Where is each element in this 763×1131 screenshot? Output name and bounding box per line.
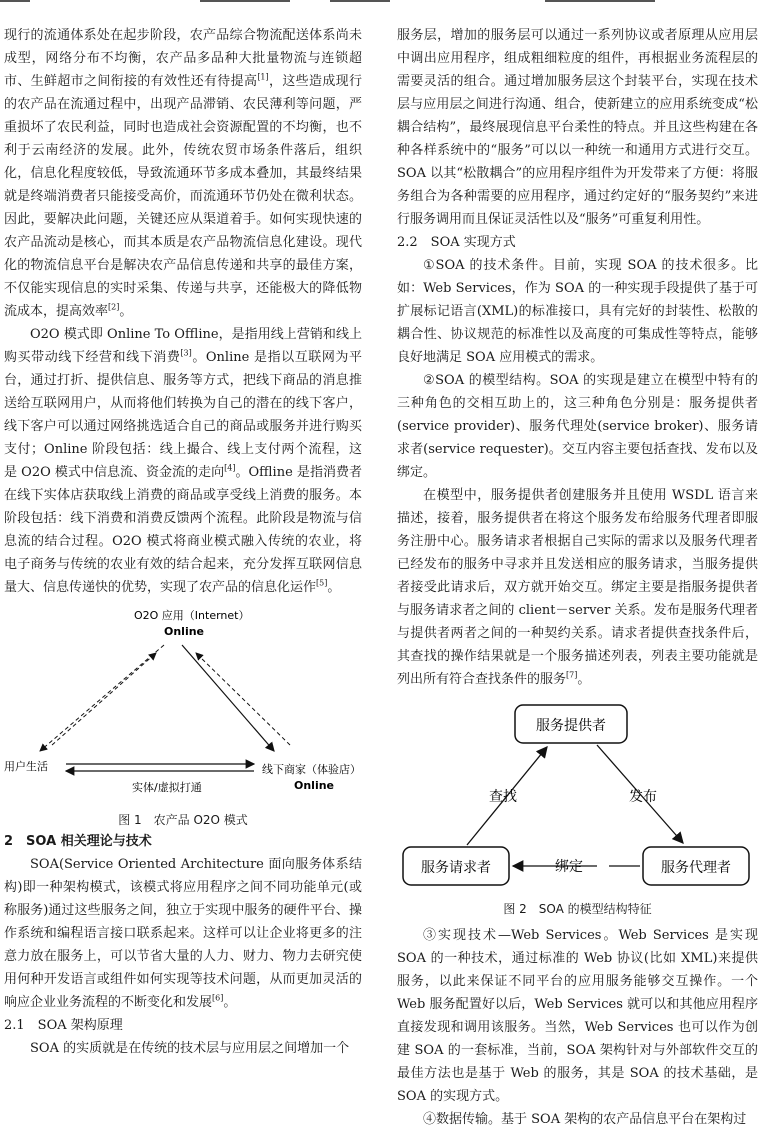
right-paragraph-3: ②SOA 的模型结构。SOA 的实现是建立在模型中特有的三种角色的交相互助上的，这三种角色分别是：服务提供者(service provider)、服务代理处(service broker)、服务请求者(service requester)。交互内容主要包括查找、发布以及绑定。: [397, 373, 758, 480]
fig1-arrow-right-to-top: [196, 653, 290, 745]
soa-diagram: [397, 699, 758, 899]
requester-label: 服务请求者: [421, 860, 491, 876]
fig1-top-sub: Online: [164, 625, 205, 638]
fig1-left-label: 用户生活: [4, 760, 48, 773]
fig1-arrow-top-to-left: [40, 645, 164, 751]
broker-label: 服务代理者: [661, 860, 731, 876]
fig1-right-label: 线下商家（体验店）: [262, 763, 361, 776]
fig1-right-sub: Online: [294, 779, 335, 792]
fig1-arrow-top-to-right: [182, 645, 274, 751]
right-paragraph-2: ①SOA 的技术条件。目前，实现 SOA 的技术很多。比如：Web Services，作为 SOA 的一种实现手段提供了基于可扩展标记语言(XML)的标准接口，具有完好的封装性、松散的耦合性、协议规范的标准性以及高度的可集成性等特点，能够良好地满足 SOA 应用模式的需求。: [397, 258, 758, 365]
left-paragraph-1: 现行的流通体系处在起步阶段，农产品综合物流配送体系尚未成型，网络分布不均衡，农产品多品种大批量物流与连锁超市、生鲜超市之间衔接的有效性还有待提高[1]，这些造成现行的农产品在流通过程中，出现产品滞销、农民薄利等问题，严重损坏了农民利益，同时也造成社会资源配置的不均衡，也不利于云南经济的发展。此外，传统农贸市场条件落后，组织化，信息化程度较低，导致流通环节多成本叠加，其最终结果就是终端消费者只能接受高价，而流通环节仍处在微利状态。因此，要解决此问题，关键还应从渠道着手。如何实现快速的农产品流动是核心，而其本质是农产品物流信息化建设。现代化的物流信息平台是解决农产品信息传递和共享的最佳方案，不仅能实现信息的实时采集、传递与共享，还能极大的降低物流成本，提高效率[2]。: [4, 28, 362, 319]
figure-1-caption: 图 1 农产品 O2O 模式: [118, 813, 248, 827]
fig1-arrow-left-to-top: [52, 653, 156, 745]
right-column: [397, 24, 758, 1131]
publish-label: 发布: [629, 789, 657, 805]
section-2-1-heading: 2.1 SOA 架构原理: [4, 1018, 123, 1033]
figure-1: [4, 605, 362, 830]
figure-2-caption: 图 2 SOA 的模型结构特征: [503, 902, 652, 916]
fig1-top-label: O2O 应用（Internet）: [134, 609, 250, 622]
right-paragraph-1: 服务层，增加的服务层可以通过一系列协议或者原理从应用层中调出应用程序，组成粗细粒度的组件，再根据业务流程层的需要灵活的组合。通过增加服务层这个封装平台，实现在技术层与应用层之间进行沟通、组合，使新建立的应用系统变成“松耦合结构”，最终展现信息平台柔性的特点。并且这些构建在各种各样系统中的“服务”可以以一种统一和通用方式进行交互。SOA 以其“松散耦合”的应用程序组件为开发带来了方便：将服务组合为各种需要的应用程序，通过约定好的“服务契约”来进行服务调用而且保证灵活性以及“服务”可重复利用性。: [397, 28, 758, 227]
right-paragraph-4: 在模型中，服务提供者创建服务并且使用 WSDL 语言来描述，接着，服务提供者在将这个服务发布给服务代理者即服务注册中心。服务请求者根据自己实际的需求以及服务代理者已经发布的服务中寻求并且发送相应的服务请求，当服务提供者接受此请求后，双方就开始交互。绑定主要是指服务提供者与服务请求者之间的 client－server 关系。发布是服务代理者与提供者两者之间的一种契约关系。请求者提供查找条件后，其查找的操作结果就是一个服务描述列表，列表主要功能就是列出所有符合查找条件的服务[7]。: [397, 488, 758, 687]
header-rule: [0, 0, 763, 6]
o2o-diagram: [4, 605, 362, 810]
right-paragraph-6: ④数据传输。基于 SOA 架构的农产品信息平台在架构过: [423, 1112, 747, 1127]
left-paragraph-3: SOA(Service Oriented Architecture 面向服务体系结构)即一种架构模式，该模式将应用程序之间不同功能单元(或称服务)通过这些服务之间，独立于实现中服务的硬件平台、操作系统和编程语言接口联系起来。这样可以让企业将更多的注意力放在服务上，可以节省大量的人力、财力、物力去研究使用何种开发语言或组件如何实现等技术问题，从而更加灵活的响应企业业务流程的不断变化和发展[6]。: [4, 857, 362, 1010]
section-2-2-heading: 2.2 SOA 实现方式: [397, 235, 516, 250]
right-paragraph-5: ③实现技术—Web Services。Web Services 是实现 SOA 的一种技术，通过标准的 Web 协议(比如 XML)来提供服务，以此来保证不同平台的应用服务能够交互操作。一个 Web 服务配置好以后，Web Services 就可以和其他应用程序直接发现和调用该服务。当然，Web Services 也可以作为创建 SOA 的一套标准，当前，SOA 架构针对与外部软件交互的最佳方法也是基于 Web 的服务，其是 SOA 的技术基础，是 SOA 的实现方式。: [397, 928, 758, 1104]
provider-label: 服务提供者: [536, 718, 606, 734]
left-column: [4, 24, 362, 1060]
left-paragraph-4: SOA 的实质就是在传统的技术层与应用层之间增加一个: [30, 1041, 350, 1056]
section-2-heading: 2 SOA 相关理论与技术: [4, 834, 152, 849]
left-paragraph-2: O2O 模式即 Online To Offline，是指用线上营销和线上购买带动线下经营和线下消费[3]。Online 是指以互联网为平台，通过打折、提供信息、服务等方式，把线下商品的消息推送给互联网用户，从而将他们转换为自己的潜在的线下客户，线下客户可以通过网络挑选适合自己的商品或服务并进行购买支付；Online 阶段包括：线上撮合、线上支付两个流程，这是 O2O 模式中信息流、资金流的走向[4]。Offline 是指消费者在线下实体店获取线上消费的商品或享受线上消费的服务。本阶段包括：线下消费和消费反馈两个流程。此阶段是物流与信息流的结合过程。O2O 模式将商业模式融入传统的农业，将电子商务与传统的农业有效的结合起来，充分发挥互联网信息量大、信息传递快的优势，实现了农产品的信息化运作[5]。: [4, 327, 362, 595]
figure-2: [397, 699, 758, 924]
find-label: 查找: [489, 789, 517, 805]
fig1-bottom-label: 实体/虚拟打通: [132, 781, 202, 794]
bind-label: 绑定: [555, 859, 583, 875]
